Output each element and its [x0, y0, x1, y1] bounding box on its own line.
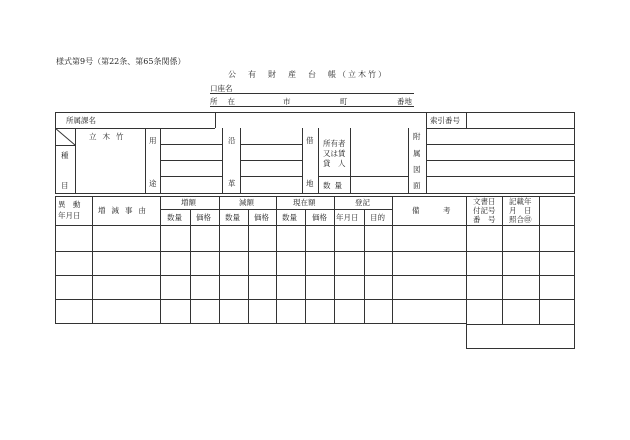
species-diagonal: [55, 128, 75, 145]
adjacent-side-2: 革: [228, 179, 236, 188]
attach-side-1: 附: [413, 132, 421, 141]
remarks-label: 備 考: [412, 206, 459, 215]
reg-date: 年月日: [336, 213, 359, 222]
use-side-1: 用: [149, 136, 157, 145]
cur-qty: 数量: [282, 213, 297, 222]
doc-label-1: 文書日: [473, 197, 496, 206]
location-town: 町: [340, 97, 348, 106]
index-label: 索引番号: [430, 116, 460, 125]
ledger-title: 公 有 財 産 台 帳（立木竹）: [228, 70, 388, 79]
cur-price: 価格: [312, 213, 327, 222]
entry-label-3: 照合㊞: [509, 215, 532, 224]
doc-label-2: 付記号: [473, 206, 496, 215]
register-label: 登記: [355, 198, 370, 207]
dept-label: 所属課名: [66, 116, 96, 125]
owner-label-1: 所有者: [323, 139, 346, 148]
entry-label-1: 記載年: [509, 197, 532, 206]
account-name-line: [210, 93, 414, 94]
increase-label: 増額: [181, 198, 196, 207]
adjacent-side-1: 沿: [228, 136, 236, 145]
species-side-2: 目: [61, 181, 69, 190]
top-block-frame: [55, 112, 575, 194]
owner-label-2: 又は賃: [323, 149, 346, 158]
location-label: 所在: [210, 97, 245, 106]
species-side-1: 種: [61, 151, 69, 160]
use-side-2: 途: [149, 179, 157, 188]
attach-side-4: 面: [413, 181, 421, 190]
account-name-label: 口座名: [210, 84, 233, 93]
change-date-label-1: 異 動: [58, 200, 81, 209]
decrease-label: 減額: [239, 198, 254, 207]
change-date-label-2: 年月日: [58, 211, 81, 220]
lease-side-2: 地: [306, 179, 314, 188]
attach-side-3: 図: [413, 165, 421, 174]
attach-side-2: 属: [413, 149, 421, 158]
reason-label: 増減事由: [98, 206, 152, 215]
location-city: 市: [283, 97, 291, 106]
form-number: 様式第9号（第22条、第65条関係）: [56, 57, 186, 66]
lease-side-1: 借: [306, 136, 314, 145]
owner-label-3: 貸 人: [323, 159, 346, 168]
doc-label-3: 番 号: [473, 215, 496, 224]
location-lot: 番地: [397, 97, 412, 106]
inc-price: 価格: [196, 213, 211, 222]
entry-label-2: 月 日: [509, 206, 532, 215]
inc-qty: 数量: [167, 213, 182, 222]
reg-purpose: 目的: [370, 213, 385, 222]
location-line: [210, 106, 414, 107]
quantity-label: 数量: [323, 181, 346, 190]
dec-price: 価格: [254, 213, 269, 222]
dec-qty: 数量: [225, 213, 240, 222]
current-label: 現在額: [293, 198, 316, 207]
species-header: 立木竹: [89, 132, 130, 141]
